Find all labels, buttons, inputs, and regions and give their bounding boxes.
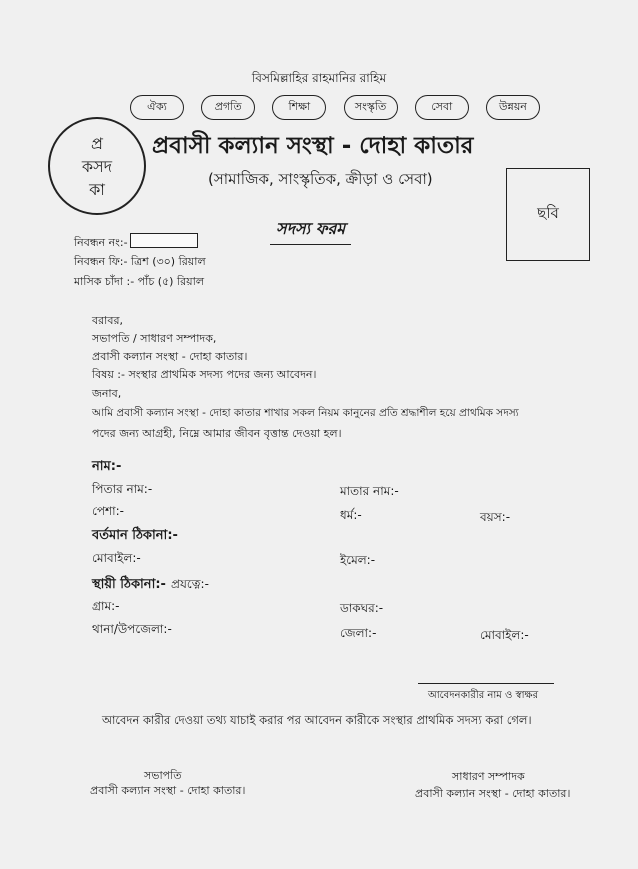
post-office-label: ডাকঘর:- xyxy=(340,601,384,615)
permanent-address-label: স্থায়ী ঠিকানা:- xyxy=(92,577,166,592)
motto-pill: ঐক্য xyxy=(130,95,184,120)
organization-subtitle: (সামাজিক, সাংস্কৃতিক, ক্রীড়া ও সেবা) xyxy=(208,170,433,188)
permanent-address-row xyxy=(92,573,209,596)
signature-line xyxy=(418,683,554,684)
letter-subject: বিষয় :- সংস্থার প্রাথমিক সদস্য পদের জন্য আবেদন। xyxy=(92,368,317,381)
motto-pill: সেবা xyxy=(415,95,469,120)
letter-body-line: আমি প্রবাসী কল্যান সংস্থা - দোহা কাতার শাখার সকল নিয়ম কানুনের প্রতি শ্রদ্ধাশীল হয়ে প্রাথমিক সদস্য xyxy=(92,407,519,419)
registration-fee: নিবন্ধন ফি:- ত্রিশ (৩০) রিয়াল xyxy=(74,255,206,268)
letter-salutation: জনাব, xyxy=(92,387,122,400)
secretary-org: প্রবাসী কল্যান সংস্থা - দোহা কাতার। xyxy=(415,787,571,800)
registration-number-input[interactable] xyxy=(130,233,198,248)
logo-line: প্র xyxy=(91,133,103,153)
president-title: সভাপতি xyxy=(144,769,182,782)
email-label: ইমেল:- xyxy=(340,553,376,567)
care-of-label: প্রযত্নে:- xyxy=(171,577,209,591)
logo-line: কসদ xyxy=(81,156,113,176)
mobile2-label: মোবাইল:- xyxy=(480,628,529,642)
father-name-label: পিতার নাম:- xyxy=(92,482,153,496)
present-address-label: বর্তমান ঠিকানা:- xyxy=(92,528,178,543)
district-label: জেলা:- xyxy=(340,626,377,640)
mother-name-label: মাতার নাম:- xyxy=(340,484,399,498)
motto-pill: উন্নয়ন xyxy=(486,95,540,120)
applicant-signature-label: আবেদনকারীর নাম ও স্বাক্ষর xyxy=(428,690,539,701)
thana-label: থানা/উপজেলা:- xyxy=(92,622,172,636)
organization-logo xyxy=(48,117,146,215)
secretary-title: সাধারণ সম্পাদক xyxy=(452,770,525,783)
age-label: বয়স:- xyxy=(480,510,511,524)
motto-pill: প্রগতি xyxy=(201,95,255,120)
logo-line: কা xyxy=(89,179,105,199)
president-org: প্রবাসী কল্যান সংস্থা - দোহা কাতার। xyxy=(90,784,246,797)
photo-label: ছবি xyxy=(537,204,559,222)
letter-recipient: সভাপতি / সাধারণ সম্পাদক, xyxy=(92,332,217,345)
letter-to: বরাবর, xyxy=(92,314,124,327)
profession-label: পেশা:- xyxy=(92,504,124,518)
approval-statement: আবেদন কারীর দেওয়া তথ্য যাচাই করার পর আবেদন কারীকে সংস্থার প্রাথমিক সদস্য করা গেল। xyxy=(102,713,532,727)
bismillah-text: বিসমিল্লাহির রাহমানির রাহিম xyxy=(251,71,387,85)
religion-label: ধর্ম:- xyxy=(340,508,362,522)
letter-org: প্রবাসী কল্যান সংস্থা - দোহা কাতার। xyxy=(92,350,248,363)
motto-pill: সংস্কৃতি xyxy=(344,95,398,120)
motto-pill: শিক্ষা xyxy=(272,95,326,120)
mobile-label: মোবাইল:- xyxy=(92,551,141,565)
registration-number-label: নিবন্ধন নং:- xyxy=(74,236,128,249)
name-field-label: নাম:- xyxy=(92,459,122,474)
village-label: গ্রাম:- xyxy=(92,599,120,613)
photo-box xyxy=(506,168,590,261)
motto-pills xyxy=(130,95,540,120)
form-title: সদস্য ফরম xyxy=(270,216,351,245)
letter-body-line: পদের জন্য আগ্রহী, নিম্নে আমার জীবন বৃত্তান্ত দেওয়া হল। xyxy=(92,427,342,440)
organization-name: প্রবাসী কল্যান সংস্থা - দোহা কাতার xyxy=(152,133,474,159)
monthly-fee: মাসিক চাঁদা :- পাঁচ (৫) রিয়াল xyxy=(74,275,205,288)
